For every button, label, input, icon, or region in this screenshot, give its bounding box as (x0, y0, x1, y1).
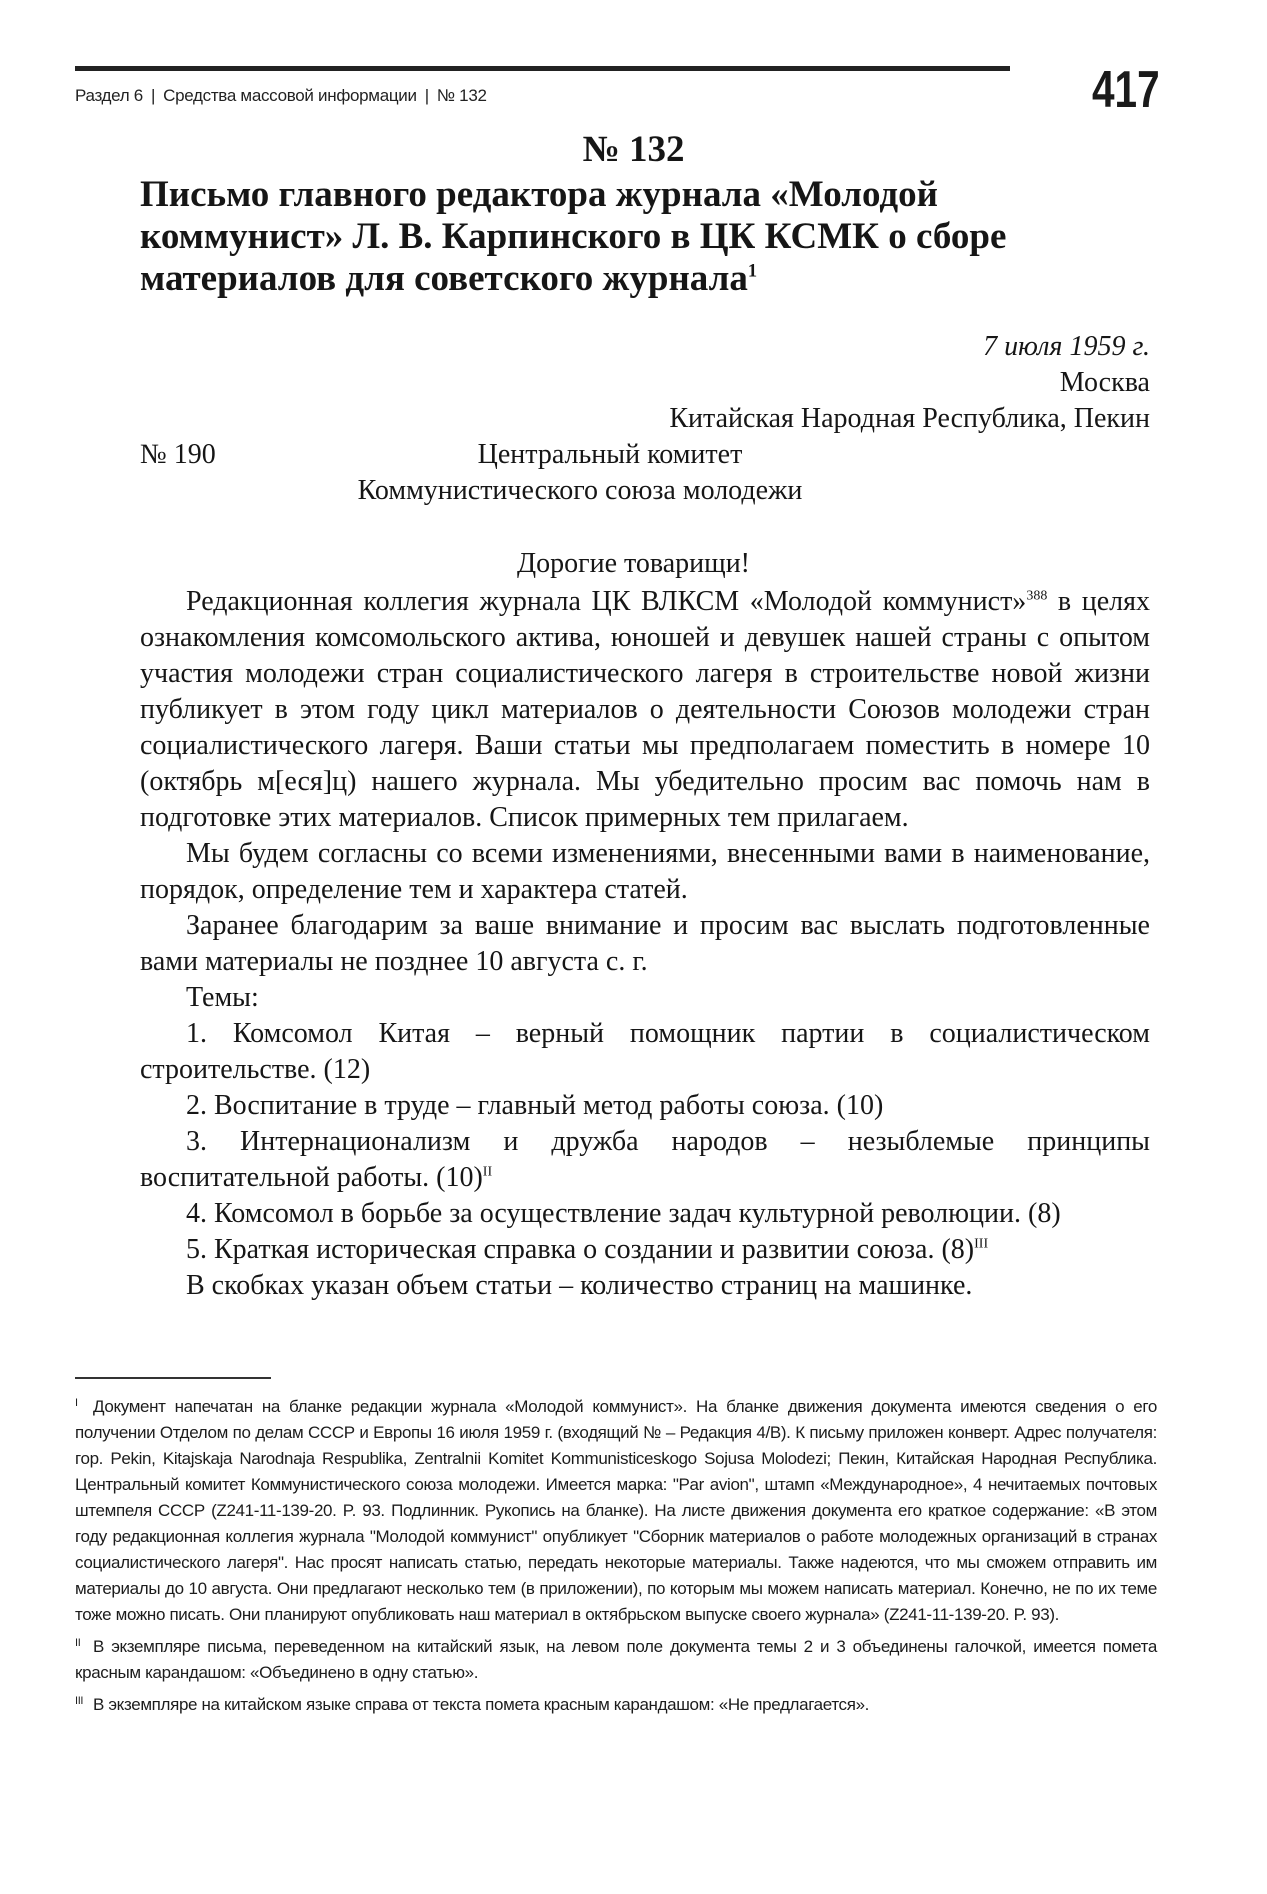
document-number: № 132 (582, 129, 685, 170)
topic-label: Средства массовой информации (163, 86, 417, 105)
section-label: Раздел 6 (75, 86, 143, 105)
title-line-1: Письмо главного редактора журнала «Молодой (140, 174, 938, 215)
title-line-2: коммунист» Л. В. Карпинского в ЦК КСМК о сборе (140, 216, 1007, 257)
title-line-3: материалов для советского журнала (140, 258, 748, 299)
footnote-3-text: В экземпляре на китайском языке справа от текста помета красным карандашом: «Не предлагается». (93, 1695, 870, 1714)
endnote-ref: 388 (1026, 588, 1048, 604)
paragraph-1: Редакционная коллегия журнала ЦК ВЛКСМ «Молодой коммунист»$^{388}$ в целях ознакомления комсомольского актива, юношей и девушек нашей страны с опытом участия молодежи стран социалистического лагеря в строительстве новой жизни публикует в этом году цикл материалов о деятельности Союзов молодежи стран социалистического лагеря. Ваши статьи мы предполагаем поместить в номере 10 (октябрь м[еся]ц) нашего журнала. Мы убедительно просим вас помочь нам в подготовке этих материалов. Список примерных тем прилагаем. (140, 586, 1150, 833)
topic-5: 5. Краткая историческая справка о создании и развитии союза. $(8)^{III}$ (186, 1234, 989, 1265)
doc-number-label: № 132 (436, 86, 487, 105)
document-title (140, 174, 1180, 300)
footnote-1-mark: I (75, 1397, 78, 1409)
footnote-1 (75, 1394, 1157, 1628)
footnote-2-text: В экземпляре письма, переведенном на китайский язык, на левом поле документа темы 2 и 3 объединены галочкой, имеется помета красным карандашом: «Объединено в одну статью». (75, 1637, 1157, 1682)
running-header: Раздел 6 | Средства массовой информации | № 132 (75, 86, 487, 105)
document-date: 7 июля 1959 г. (983, 331, 1150, 362)
recipient-address: Китайская Народная Республика, Пекин (669, 403, 1150, 434)
paragraph-3: Заранее благодарим за ваше внимание и просим вас выслать подготовленные вами материалы не позднее 10 августа с. г. (140, 910, 1150, 977)
footnote-3-mark: III (75, 1695, 84, 1707)
topic-2: 2. Воспитание в труде – главный метод работы союза. (10) (186, 1090, 884, 1121)
letter-body (140, 584, 1150, 1304)
closing-note: В скобках указан объем статьи – количество страниц на машинке. (186, 1270, 973, 1301)
outgoing-number: № 190 (140, 439, 216, 470)
topic-1: 1. Комсомол Китая – верный помощник партии в социалистическом строительстве. (12) (140, 1018, 1150, 1085)
footnote-2 (75, 1634, 1157, 1686)
recipient-line-2: Коммунистического союза молодежи (357, 475, 803, 506)
footnote-2-mark: II (75, 1637, 81, 1649)
document-city: Москва (1059, 367, 1150, 398)
topics-label: Темы: (186, 982, 259, 1013)
paragraph-2: Мы будем согласны со всеми изменениями, внесенными вами в наименование, порядок, определение тем и характера статей. (140, 838, 1150, 905)
header-rule (75, 66, 1010, 71)
topic-3: 3. Интернационализм и дружба народов – незыблемые принципы воспитательной работы. $(10)^{II}$ (140, 1126, 1150, 1193)
footnote-3 (75, 1692, 1157, 1718)
footnote-1-text: Документ напечатан на бланке редакции журнала «Молодой коммунист». На бланке движения документа имеются сведения о его получении Отделом по делам СССР и Европы 16 июля 1959 г. (входящий № – Редакция 4/В). К письму приложен конверт. Адрес получателя: гор. Pekin, Kitajskaja Narodnaja Respublika, Zentralnii Komitet Kommunisticeskogo Sojusa Molodezi; Пекин, Китайская Народная Республика. Центральный комитет Коммунистического союза молодежи. Имеется марка: "Par avion", штамп «Международное», 4 нечитаемых почтовых штемпеля СССР (Z241-11-139-20. P. 93. Подлинник. Рукопись на бланке). На листе движения документа его краткое содержание: «В этом году редакционная коллегия журнала "Молодой коммунист" опубликует "Сборник материалов о работе молодежных организаций в странах социалистического лагеря". Нас просят написать статью, передать некоторые материалы. Также надеются, что мы сможем отправить им материалы до 10 августа. Они предлагают несколько тем (в приложении), по которым мы можем написать материал. Конечно, не по их теме тоже можно писать. Они планируют опубликовать наш материал в октябрьском выпуске своего журнала» (Z241-11-139-20. P. 93). (75, 1397, 1157, 1624)
footnote-ref-3: III (974, 1236, 989, 1252)
recipient-line-1: Центральный комитет (477, 439, 743, 470)
greeting: Дорогие товарищи! (517, 548, 750, 579)
topic-4: 4. Комсомол в борьбе за осуществление задач культурной революции. (8) (186, 1198, 1061, 1229)
footnote-rule (75, 1377, 271, 1379)
page-number: 417 (1092, 61, 1160, 119)
footnotes (75, 1394, 1157, 1724)
title-footnote-ref: 1 (747, 261, 758, 282)
footnote-ref-2: II (482, 1164, 493, 1180)
